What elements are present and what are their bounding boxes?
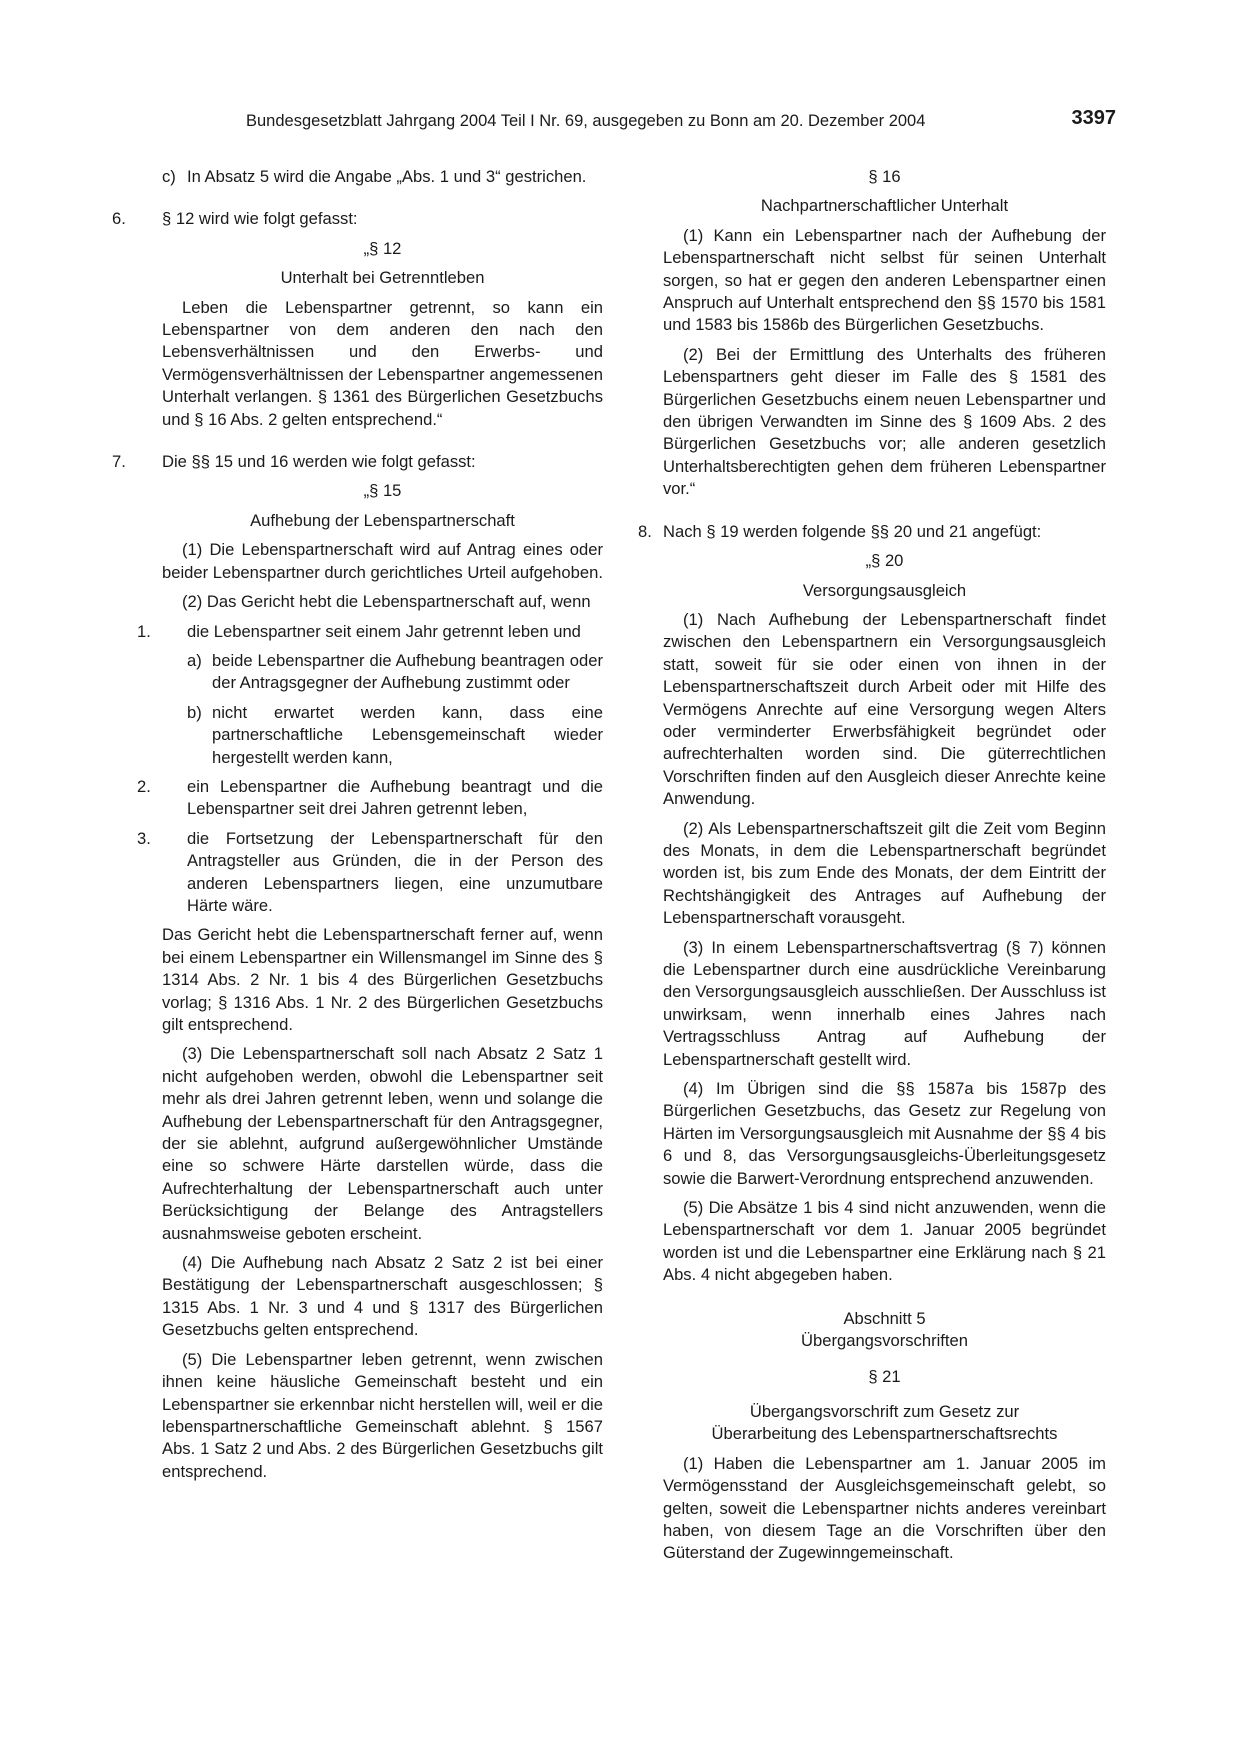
item-marker: 1. (137, 621, 151, 641)
paragraph: (2) Das Gericht hebt die Lebenspartnerschaft auf, wenn (182, 592, 591, 612)
item-marker: 2. (137, 776, 151, 796)
item-marker: c) (162, 167, 176, 186)
paragraph: (4) Im Übrigen sind die §§ 1587a bis 1587p des Bürgerlichen Gesetzbuchs, das Gesetz zur Regelung von Härten im Versorgungsausgleich mit Ausnahme der §§ 4 bis 6 und 8, das Versorgungsausgleichs-Überleitungsgesetz sowie die Barwert-Verordnung entsprechend anzuwenden. (663, 1079, 1106, 1188)
paragraph: (1) Kann ein Lebenspartner nach der Aufhebung der Lebenspartnerschaft nicht selbst für seinen Unterhalt sorgen, so hat er gegen den anderen Lebenspartner einen Anspruch auf Unterhalt entsprechend den §§ 1570 bis 1581 und 1583 bis 1586b des Bürgerlichen Gesetzbuchs. (663, 225, 1106, 335)
paragraph: (3) Die Lebenspartnerschaft soll nach Absatz 2 Satz 1 nicht aufgehoben werden, obwohl die Lebenspartner seit mehr als drei Jahren getrennt leben, wenn und solange die Aufhebung der Lebenspartnerschaft für den Antragsgegner, der sie ablehnt, aufgrund außergewöhnlicher Umstände eine so schwere Härte darstellen würde, dass die Aufrechterhaltung der Lebenspartnerschaft auch unter Berücksichtigung der Belange des Antragstellers ausnahmsweise geboten erscheint. (162, 1044, 603, 1243)
item-text: In Absatz 5 wird die Angabe „Abs. 1 und 3“ gestrichen. (187, 167, 587, 186)
paragraph: (2) Bei der Ermittlung des Unterhalts des früheren Lebenspartners geht dieser im Falle des § 1581 des Bürgerlichen Gesetzbuchs einem neuen Lebenspartner und den übrigen Verwandten im Sinne des § 1609 Abs. 2 des Bürgerlichen Gesetzbuchs vor; alle anderen gesetzlich Unterhaltsberechtigten gehen dem früheren Lebenspartner vor.“ (663, 344, 1106, 499)
list-item-c (162, 166, 603, 188)
item-text: Nach § 19 werden folgende §§ 20 und 21 angefügt: (663, 521, 1042, 541)
amendment-item-8 (638, 521, 1106, 1565)
right-column (638, 166, 1106, 1572)
item-marker: 8. (638, 521, 652, 541)
list-item-1 (137, 621, 603, 643)
section-title: Übergangsvorschrift zum Gesetz zur (749, 1401, 1020, 1421)
section-title: Überarbeitung des Lebenspartnerschaftsrechts (711, 1424, 1058, 1444)
item-marker: 3. (137, 828, 151, 848)
left-column (112, 166, 603, 1490)
paragraph: (1) Die Lebenspartnerschaft wird auf Antrag eines oder beider Lebenspartner durch gerichtliches Urteil aufgehoben. (162, 540, 603, 582)
page-number: 3397 (1071, 107, 1116, 129)
section-heading: „§ 15 (363, 481, 402, 501)
item-text: nicht erwartet werden kann, dass eine partnerschaftliche Lebensgemeinschaft wieder hergestellt werden kann, (212, 702, 603, 767)
list-item-3 (137, 828, 603, 918)
item-marker: 7. (112, 452, 126, 472)
item-marker: b) (187, 702, 202, 722)
paragraph: (5) Die Lebenspartner leben getrennt, wenn zwischen ihnen keine häusliche Gemeinschaft besteht und ein Lebenspartner sie erkennbar nicht herstellen will, weil er die lebenspartnerschaftliche Gemeinschaft ablehnt. § 1567 Abs. 1 Satz 2 und Abs. 2 des Bürgerlichen Gesetzbuchs gilt entsprechend. (162, 1349, 603, 1481)
page-header (246, 107, 1116, 134)
section-title: Nachpartnerschaftlicher Unterhalt (760, 196, 1009, 216)
list-item-2 (137, 776, 603, 821)
list-item (112, 451, 603, 473)
list-item-b (187, 702, 603, 769)
section-title: Aufhebung der Lebenspartnerschaft (250, 510, 515, 530)
paragraph: (2) Als Lebenspartnerschaftszeit gilt die Zeit vom Beginn des Monats, in dem die Lebenspartnerschaft begründet worden ist, bis zum Ende des Monats, der dem Eintritt der Rechtshängigkeit des Antrages auf Aufhebung der Lebenspartnerschaft vorausgeht. (663, 818, 1106, 928)
item-marker: a) (187, 650, 202, 670)
item-text: beide Lebenspartner die Aufhebung beantragen oder der Antragsgegner der Aufhebung zustimmt oder (212, 650, 603, 693)
amendment-item-7 (112, 451, 603, 1483)
chapter-title: Übergangsvorschriften (801, 1331, 968, 1351)
paragraph: Das Gericht hebt die Lebenspartnerschaft ferner auf, wenn bei einem Lebenspartner ein Willensmangel im Sinne des § 1314 Abs. 2 Nr. 1 bis 4 des Bürgerlichen Gesetzbuchs vorlag; § 1316 Abs. 1 Nr. 2 des Bürgerlichen Gesetzbuchs gilt entsprechend. (162, 925, 603, 1034)
item-text: § 12 wird wie folgt gefasst: (162, 209, 358, 229)
section-heading: § 16 (868, 167, 901, 186)
amendment-item-6 (112, 208, 603, 431)
paragraph: (5) Die Absätze 1 bis 4 sind nicht anzuwenden, wenn die Lebenspartnerschaft vor dem 1. Januar 2005 begründet worden ist und die Lebenspartner eine Erklärung nach § 21 Abs. 4 nicht abgegeben haben. (663, 1198, 1106, 1285)
item-text: die Fortsetzung der Lebenspartnerschaft für den Antragsteller aus Gründen, die in der Person des anderen Lebenspartners liegen, eine unzumutbare Härte wäre. (187, 828, 603, 915)
section-title: Versorgungsausgleich (802, 580, 967, 600)
section-heading: § 21 (868, 1366, 901, 1386)
item-text: die Lebenspartner seit einem Jahr getrennt leben und (187, 621, 581, 641)
paragraph: Leben die Lebenspartner getrennt, so kann ein Lebenspartner von dem anderen den nach den Lebensverhältnissen und den Erwerbs- und Vermögensverhältnissen der Lebenspartner angemessenen Unterhalt verlangen. § 1361 des Bürgerlichen Gesetzbuchs und § 16 Abs. 2 gelten entsprechend.“ (162, 297, 603, 429)
running-title: Bundesgesetzblatt Jahrgang 2004 Teil I Nr. 69, ausgegeben zu Bonn am 20. Dezember 2004 (246, 112, 926, 130)
section-heading: „§ 20 (865, 551, 904, 571)
section-title: Unterhalt bei Getrenntleben (280, 268, 485, 288)
paragraph: (1) Nach Aufhebung der Lebenspartnerschaft findet zwischen den Lebenspartnern ein Versorgungsausgleich statt, soweit für sie oder einen von ihnen in der Lebenspartnerschaftszeit durch Arbeit oder mit Hilfe des Vermögens Anrechte auf eine Versorgung wegen Alters oder verminderter Erwerbsfähigkeit begründet oder aufrechterhalten worden sind. Die güterrechtlichen Vorschriften finden auf den Ausgleich dieser Anrechte keine Anwendung. (663, 609, 1106, 809)
chapter-heading: Abschnitt 5 (843, 1308, 926, 1328)
list-item-a (187, 650, 603, 695)
list-item (112, 208, 603, 230)
item-text: ein Lebenspartner die Aufhebung beantragt und die Lebenspartner seit drei Jahren getrennt leben, (187, 776, 603, 819)
item-marker: 6. (112, 209, 126, 229)
list-item (638, 521, 1106, 543)
item-text: Die §§ 15 und 16 werden wie folgt gefasst: (162, 452, 476, 472)
section-heading: „§ 12 (363, 238, 402, 258)
paragraph: (1) Haben die Lebenspartner am 1. Januar 2005 im Vermögensstand der Ausgleichsgemeinschaft gelebt, so gelten, soweit die Lebenspartner nichts anderes vereinbart haben, von diesem Tage an die Vorschriften über den Güterstand der Zugewinngemeinschaft. (663, 1453, 1106, 1563)
paragraph: (3) In einem Lebenspartnerschaftsvertrag (§ 7) können die Lebenspartner durch eine ausdrückliche Vereinbarung den Versorgungsausgleich ausschließen. Der Ausschluss ist unwirksam, wenn innerhalb eines Jahres nach Vertragsschluss Antrag auf Aufhebung der Lebenspartnerschaft gestellt wird. (663, 937, 1106, 1069)
paragraph: (4) Die Aufhebung nach Absatz 2 Satz 2 ist bei einer Bestätigung der Lebenspartnerschaft ausgeschlossen; § 1315 Abs. 1 Nr. 3 und 4 und § 1317 des Bürgerlichen Gesetzbuchs gelten entsprechend. (162, 1253, 603, 1340)
